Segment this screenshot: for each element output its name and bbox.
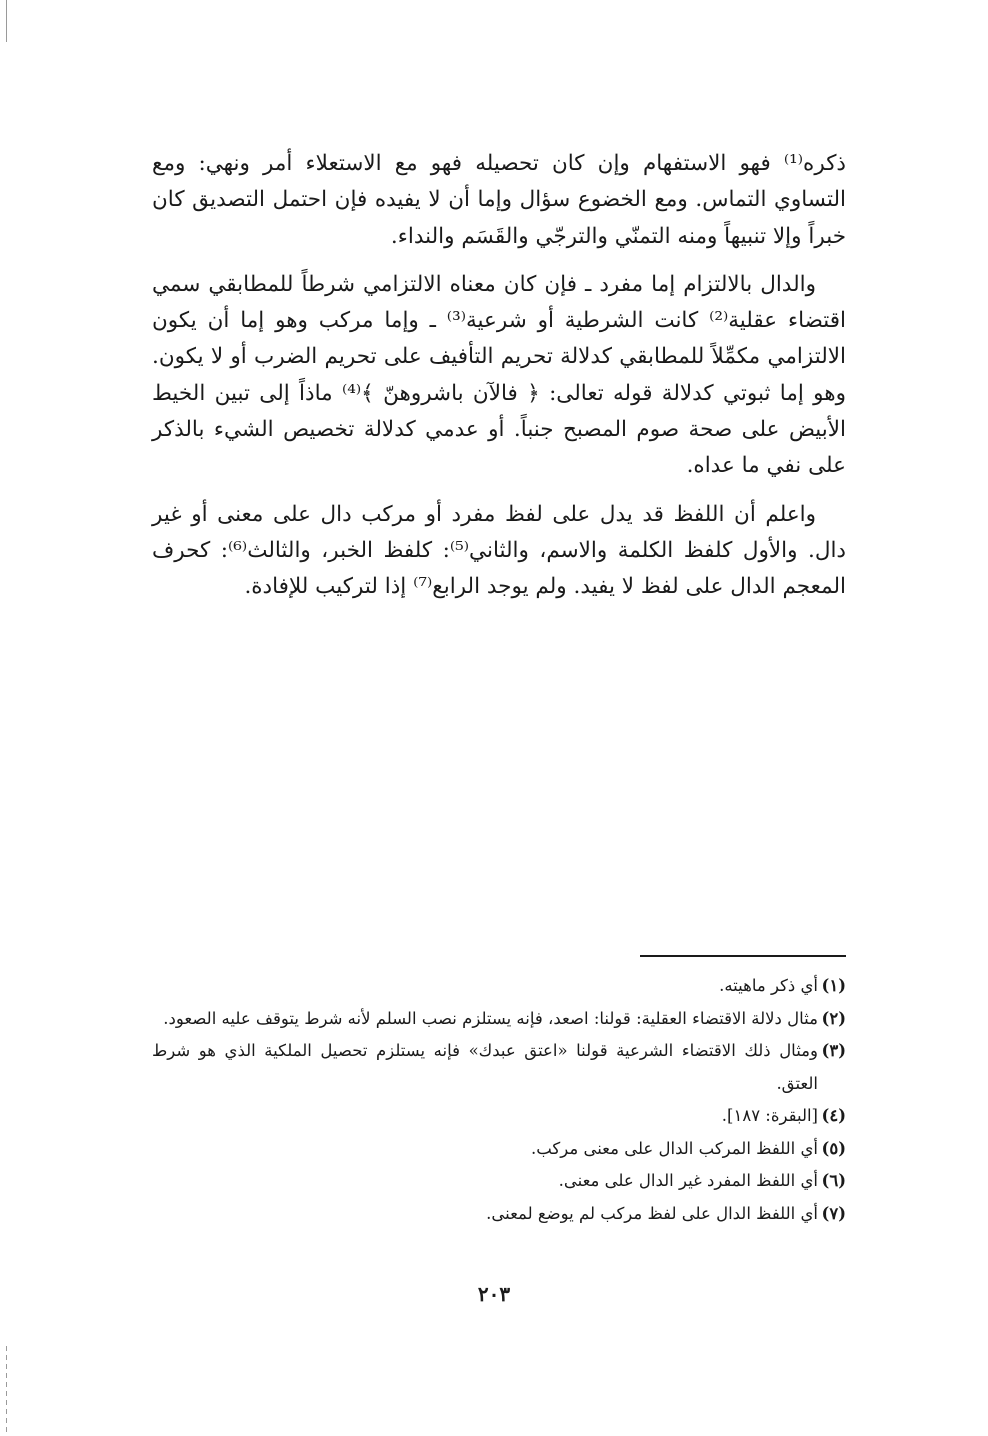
paragraph-3: واعلم أن اللفظ قد يدل على لفظ مفرد أو مركب دال على معنى أو غير دال. والأول كلفظ الكلمة والاسم، والثاني⁽⁵⁾: كلفظ الخبر، والثالث⁽⁶⁾: كحرف المعجم الدال على لفظ لا يفيد. ولم يوجد الرابع⁽⁷⁾ إذا لتركيب للإفادة. (152, 501, 847, 600)
scan-edge-line-bottom (6, 1346, 7, 1436)
footnote-6 (152, 1165, 846, 1198)
footnote-number: (٣) (821, 1041, 846, 1060)
footnote-5 (152, 1133, 846, 1166)
footnote-text: ومثال ذلك الاقتضاء الشرعية قولنا «اعتق عبدك» فإنه يستلزم تحصيل الملكية الذي هو شرط العتق. (152, 1041, 818, 1093)
footnote-3 (152, 1035, 846, 1100)
footnote-text: أي اللفظ الدال على لفظ مركب لم يوضع لمعنى. (486, 1203, 818, 1223)
footnote-1 (152, 970, 846, 1003)
footnote-2 (152, 1003, 846, 1036)
footnote-separator (640, 955, 846, 957)
scan-edge-line-top (6, 0, 7, 42)
footnote-number: (٦) (821, 1171, 846, 1190)
paragraph-1: ذكره⁽¹⁾ فهو الاستفهام وإن كان تحصيله فهو مع الاستعلاء أمر ونهي: ومع التساوي التماس. ومع الخضوع سؤال وإما أن لا يفيده فإن احتمل التصديق كان خبراً وإلا تنبيهاً ومنه التمنّي والترجّي والقَسَم والنداء. (152, 151, 846, 249)
footnotes (152, 970, 846, 1230)
footnote-number: (٢) (821, 1008, 846, 1028)
page-number: ٢٠٣ (477, 1282, 511, 1306)
footnote-text: أي اللفظ المركب الدال على معنى مركب. (530, 1138, 818, 1158)
paragraph-2: والدال بالالتزام إما مفرد ـ فإن كان معناه الالتزامي شرطاً للمطابقي سمي اقتضاء عقلية⁽²⁾ كانت الشرطية أو شرعية⁽³⁾ ـ وإما مركب وهو إما أن يكون الالتزامي مكمِّلاً للمطابقي كدلالة تحريم التأفيف على تحريم الضرب أو لا يكون. وهو إما ثبوتي كدلالة قوله تعالى: ﴿ فالآن باشروهنّ ﴾⁽⁴⁾ ماذاً إلى تبين الخيط الأبيض على صحة صوم المصبح جنباً. أو عدمي كدلالة تخصيص الشيء بالذكر على نفي ما عداه. (152, 271, 846, 479)
footnote-number: (٥) (821, 1138, 846, 1158)
footnote-text: [البقرة: ١٨٧]. (721, 1106, 818, 1125)
main-text (152, 146, 846, 618)
footnote-text: أي ذكر ماهيته. (719, 976, 818, 995)
footnote-7 (152, 1198, 846, 1231)
footnote-number: (٤) (821, 1106, 846, 1125)
footnote-number: (٧) (821, 1203, 846, 1223)
footnote-4 (152, 1100, 846, 1133)
footnote-number: (١) (821, 976, 846, 995)
footnote-text: أي اللفظ المفرد غير الدال على معنى. (558, 1171, 818, 1190)
footnote-text: مثال دلالة الاقتضاء العقلية: قولنا: اصعد، فإنه يستلزم نصب السلم لأنه شرط يتوقف عليه الصعود. (163, 1008, 818, 1028)
